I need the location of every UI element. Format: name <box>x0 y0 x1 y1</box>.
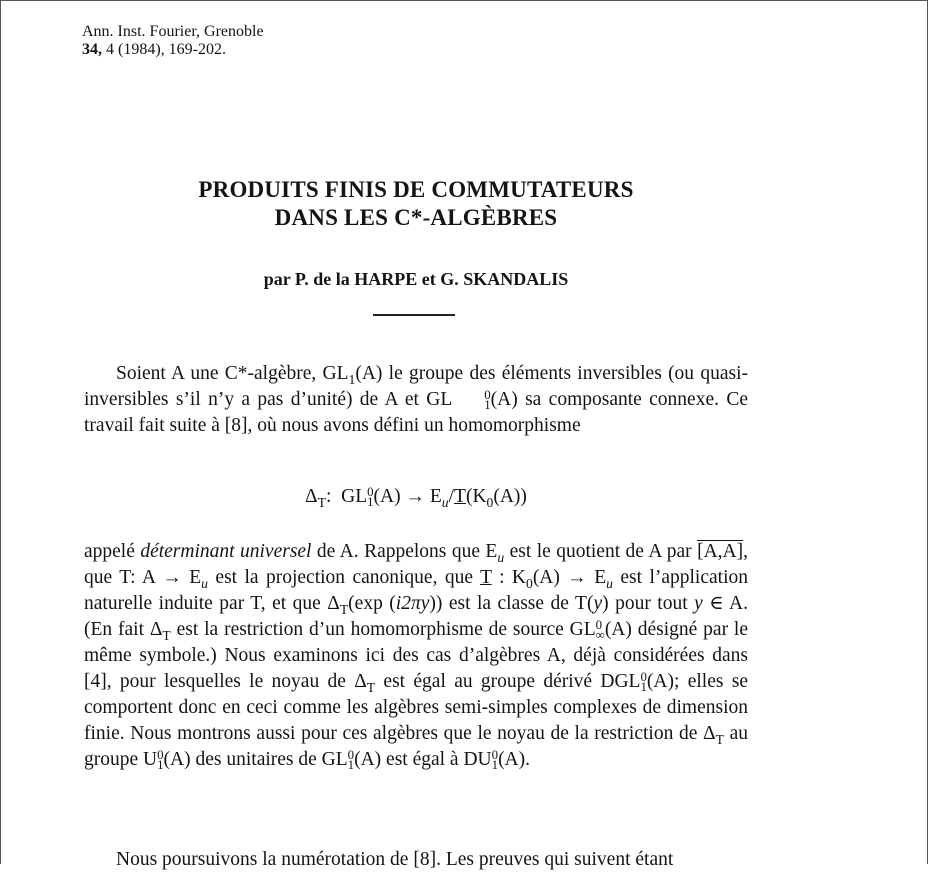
supsub-0-1 <box>347 747 355 772</box>
title-line-1: PRODUITS FINIS DE COMMUTATEURS <box>198 177 634 202</box>
p1-sub-1: 1 <box>348 371 356 387</box>
p2-a15: y <box>593 593 603 614</box>
paragraph-1-text <box>84 361 748 439</box>
journal-volume-line <box>82 41 264 59</box>
equation <box>305 484 527 510</box>
sub-1: 1 <box>347 757 355 772</box>
eq-end: (A)) <box>493 486 527 507</box>
paragraph-2-text <box>84 539 748 773</box>
eq-gl: GL <box>341 486 368 507</box>
p2-a26: (A). <box>498 749 531 770</box>
sub-T: T <box>715 731 724 747</box>
sup-0: 0 <box>367 484 374 499</box>
supsub-0-1 <box>640 669 647 694</box>
sub-1: 1 <box>640 679 647 694</box>
sub-1: 1 <box>157 757 164 772</box>
paragraph-3-text: Nous poursuivons la numérotation de [8]. Les preuves qui suivent étant <box>116 849 674 870</box>
p2-a18: ∈ A. (En fait Δ <box>84 593 748 640</box>
p2-a11: est l’application naturelle induite par T, et que Δ <box>84 567 748 614</box>
sub-T: T <box>366 679 376 695</box>
volume-number: 34, <box>82 41 102 58</box>
p2-a4: est le quotient de A par <box>504 541 698 562</box>
sup-0: 0 <box>157 747 164 762</box>
p1-supsub <box>452 387 491 412</box>
sub-0: 0 <box>525 575 533 591</box>
issue-pages: 4 (1984), 169-202. <box>106 41 226 58</box>
sup-0: 0 <box>491 747 499 762</box>
sup-0: 0 <box>347 747 355 762</box>
p2-a12: (exp ( <box>348 593 396 614</box>
sub-u: u <box>201 575 208 591</box>
p2-a22: (A); elles se comportent donc en ceci comme les algèbres semi-simples complexes de dimension finie. Nous montrons aussi pour ces algèbres que le noyau de la restriction de Δ <box>84 671 748 744</box>
sub-1: 1 <box>367 494 374 509</box>
sub-1: 1 <box>484 397 491 412</box>
journal-citation <box>82 23 264 59</box>
paragraph-2 <box>84 539 748 773</box>
eq-T-underline: T <box>454 486 466 507</box>
p2-a25: (A) est égal à DU <box>354 749 492 770</box>
eq-arg: (A) → E <box>373 486 442 507</box>
eq-delta: Δ <box>305 486 318 507</box>
p2-commutator-closure: [A,A] <box>697 541 744 562</box>
sub-u: u <box>606 575 613 591</box>
title-divider <box>373 314 455 316</box>
p2-a13: i2πy <box>395 593 430 614</box>
p1-text-b: (A) le groupe des éléments inversibles (ou quasi-inversibles s’il n’y a pas d’unité) de A et GL <box>84 363 748 410</box>
authors-line: par P. de la HARPE et G. SKANDALIS <box>263 269 569 289</box>
supsub-0-1 <box>157 747 164 772</box>
p2-a23: au groupe U <box>84 723 748 770</box>
p2-a7: est la projection canonique, que <box>208 567 481 588</box>
sub-T: T <box>162 627 171 643</box>
eq-sub-0: 0 <box>486 494 494 510</box>
display-equation <box>1 486 831 508</box>
p2-a19: est la restriction d’un homomorphisme de source GL <box>170 619 596 640</box>
sub-T: T <box>339 601 349 617</box>
p1-text-c: (A) sa composante connexe. Ce travail fait suite à [8], où nous avons défini un homomorphisme <box>84 389 748 436</box>
sub-1: 1 <box>491 757 499 772</box>
p1-text-a: Soient A une C*-algèbre, GL <box>116 363 349 384</box>
p2-a9: : K <box>491 567 526 588</box>
eq-colon: : <box>325 486 337 507</box>
sup-0: 0 <box>484 387 491 402</box>
p2-term-emphasis: déterminant universel <box>140 541 312 562</box>
journal-name: Ann. Inst. Fourier, Grenoble <box>82 23 264 40</box>
sup-0: 0 <box>595 617 603 632</box>
sup-0: 0 <box>640 669 647 684</box>
eq-supsub <box>367 484 374 509</box>
paragraph-3 <box>84 847 748 873</box>
p2-a21: est égal au groupe dérivé DGL <box>375 671 641 692</box>
eq-sub-u: u <box>441 494 449 510</box>
p2-a16: ) pour tout <box>602 593 695 614</box>
p2-a24: (A) des unitaires de GL <box>163 749 348 770</box>
eq-slash: / <box>448 486 455 507</box>
paragraph-1 <box>84 361 748 439</box>
supsub-0-1 <box>491 747 499 772</box>
sub-inf: ∞ <box>595 627 605 642</box>
p2-a3: de A. Rappelons que E <box>311 541 498 562</box>
supsub-0-inf <box>595 617 605 642</box>
eq-sub-T: T <box>317 494 326 510</box>
title-line-2: DANS LES C*-ALGÈBRES <box>274 205 558 230</box>
p2-a17: y <box>694 593 703 614</box>
sub-u: u <box>497 549 505 565</box>
p2-a20: (A) désigné par le même symbole.) Nous examinons ici des cas d’algèbres A, déjà considérées dans [4], pour lesquelles le noyau de Δ <box>84 619 749 692</box>
p2-a14: )) est la classe de T( <box>429 593 594 614</box>
p2-a10: (A) → E <box>532 567 607 588</box>
p2-a1: appelé <box>84 541 141 562</box>
p2-T-underline: T <box>480 567 492 588</box>
paper-title <box>1 176 831 232</box>
p2-a6: , que T: A → E <box>84 541 748 588</box>
eq-k: (K <box>465 486 487 507</box>
